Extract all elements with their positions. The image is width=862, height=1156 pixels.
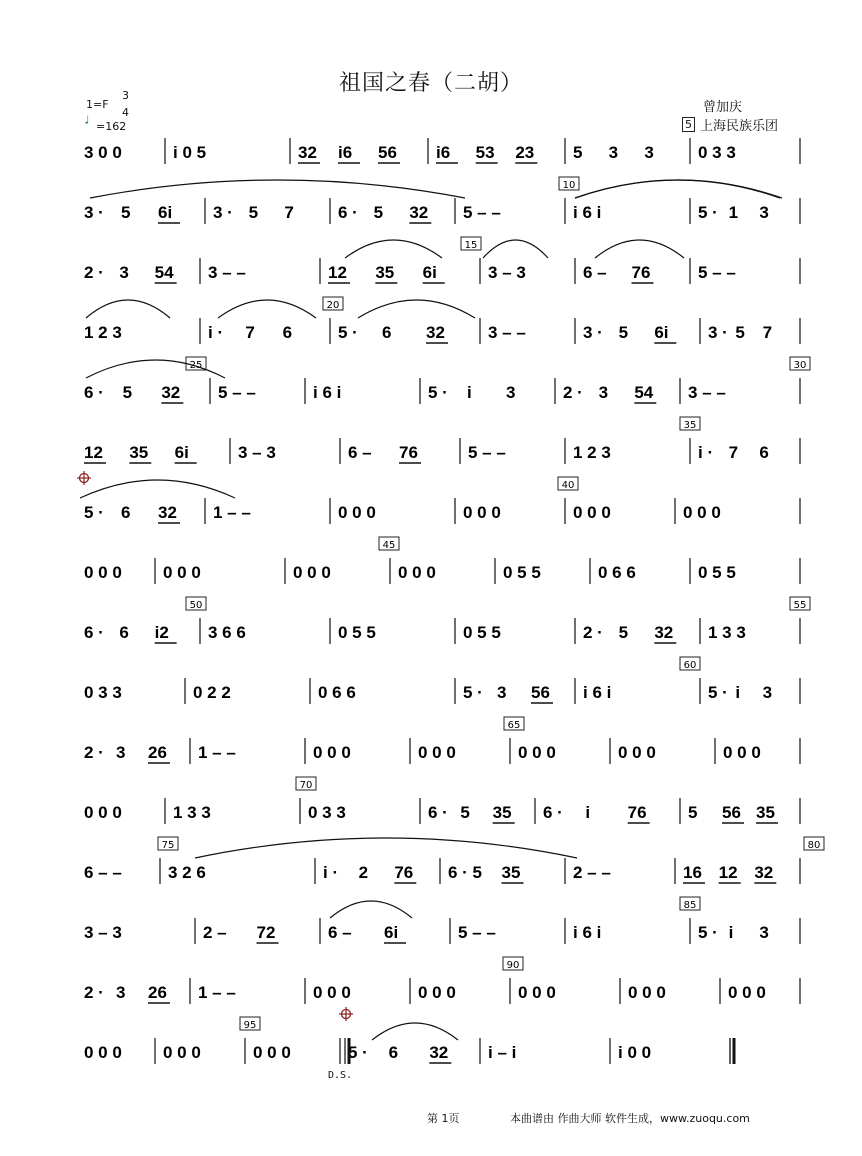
note-group: 12 bbox=[84, 443, 103, 462]
note-group: 32 bbox=[429, 1043, 449, 1062]
note-group: 6 bbox=[388, 1043, 399, 1062]
note-group: 1 – – bbox=[198, 743, 236, 762]
note-group: 0 0 0 bbox=[253, 1043, 291, 1062]
note-group: 0 0 0 bbox=[163, 1043, 201, 1062]
note-group: 5 · bbox=[348, 1043, 368, 1062]
note-group: 1 2 3 bbox=[573, 443, 611, 462]
note-group: 2 bbox=[358, 863, 369, 882]
note-group: 3 bbox=[759, 923, 769, 942]
note-group: i bbox=[585, 803, 591, 822]
note-group: i6 bbox=[338, 143, 353, 162]
note-group: i2 bbox=[154, 623, 169, 642]
note-group: 2 · bbox=[84, 983, 104, 1002]
quarter-note-icon: ♩ bbox=[84, 111, 99, 128]
note-group: 3 bbox=[506, 383, 516, 402]
note-group: 5 – – bbox=[463, 203, 501, 222]
note-group: 3 6 6 bbox=[208, 623, 246, 642]
note-group: 2 · bbox=[583, 623, 603, 642]
note-group: 56 bbox=[531, 683, 550, 702]
note-group: 32 bbox=[298, 143, 317, 162]
note-group: 12 bbox=[328, 263, 347, 282]
note-group: 76 bbox=[399, 443, 418, 462]
measure-number: 50 bbox=[189, 600, 203, 611]
note-group: 3 bbox=[644, 143, 654, 162]
note-group: 0 0 0 bbox=[313, 983, 351, 1002]
note-group: 6 · bbox=[84, 383, 104, 402]
note-group: i 0 5 bbox=[173, 143, 207, 162]
note-group: 54 bbox=[154, 263, 174, 282]
note-group: 6i bbox=[174, 443, 189, 462]
note-group: 0 0 0 bbox=[338, 503, 376, 522]
note-group: 6 · bbox=[338, 203, 358, 222]
note-group: 56 bbox=[722, 803, 741, 822]
note-group: 3 · bbox=[583, 323, 603, 342]
note-group: 5 bbox=[573, 143, 583, 162]
slur bbox=[483, 240, 548, 258]
slur bbox=[345, 240, 442, 258]
measure-number: 80 bbox=[807, 840, 821, 851]
measure-number: 55 bbox=[793, 600, 807, 611]
note-group: 3 bbox=[497, 683, 507, 702]
note-group: 0 6 6 bbox=[318, 683, 356, 702]
note-group: i bbox=[467, 383, 472, 402]
note-group: 7 bbox=[245, 323, 255, 342]
slur bbox=[595, 240, 684, 258]
note-group: 6 · bbox=[84, 623, 104, 642]
note-group: 5 – – bbox=[698, 263, 736, 282]
composer: 曾加庆 bbox=[703, 100, 743, 115]
note-group: 3 bbox=[119, 263, 129, 282]
slur bbox=[80, 480, 235, 498]
note-group: 0 3 3 bbox=[308, 803, 346, 822]
note-group: 35 bbox=[756, 803, 775, 822]
note-group: 3 bbox=[759, 203, 769, 222]
note-group: 5 bbox=[618, 623, 629, 642]
note-group: 5 bbox=[248, 203, 259, 222]
note-group: 5 – – bbox=[468, 443, 506, 462]
note-group: 0 0 0 bbox=[84, 563, 122, 582]
note-group: 7 bbox=[728, 443, 739, 462]
note-group: 5 · bbox=[698, 203, 718, 222]
note-group: 6 · 5 bbox=[448, 863, 483, 882]
note-group: 6i bbox=[384, 923, 399, 942]
note-group: 0 0 0 bbox=[84, 1043, 122, 1062]
note-group: 3 bbox=[116, 983, 126, 1002]
note-group: 5 · bbox=[338, 323, 358, 342]
note-group: 0 0 0 bbox=[628, 983, 666, 1002]
page-title: 祖国之春（二胡） bbox=[338, 71, 523, 96]
note-group: 0 0 0 bbox=[573, 503, 611, 522]
note-group: 32 bbox=[426, 323, 445, 342]
note-group: 5 – – bbox=[218, 383, 256, 402]
note-group: 0 5 5 bbox=[463, 623, 501, 642]
note-group: 3 2 6 bbox=[168, 863, 206, 882]
note-group: 32 bbox=[754, 863, 774, 882]
measure-number: 20 bbox=[326, 300, 340, 311]
note-group: 6 bbox=[282, 323, 293, 342]
slur bbox=[218, 300, 316, 318]
note-group: 0 5 5 bbox=[698, 563, 736, 582]
note-group: 0 0 0 bbox=[418, 743, 456, 762]
note-group: 5 bbox=[121, 203, 131, 222]
performer-number-box: 5 bbox=[682, 117, 695, 132]
note-group: 5 – – bbox=[458, 923, 496, 942]
note-group: i bbox=[728, 923, 734, 942]
note-group: 5 bbox=[460, 803, 470, 822]
note-group: 6i bbox=[158, 203, 173, 222]
note-group: 6 – bbox=[328, 923, 352, 942]
slur bbox=[372, 1023, 458, 1040]
note-group: 2 – bbox=[203, 923, 227, 942]
note-group: 0 0 0 bbox=[618, 743, 656, 762]
note-group: 35 bbox=[501, 863, 521, 882]
note-group: 5 bbox=[122, 383, 133, 402]
note-group: 5 · bbox=[698, 923, 718, 942]
note-group: 76 bbox=[631, 263, 651, 282]
note-group: i 6 i bbox=[573, 923, 602, 942]
note-group: 3 bbox=[598, 383, 609, 402]
note-group: 3 – – bbox=[688, 383, 726, 402]
note-group: i 0 0 bbox=[618, 1043, 652, 1062]
note-group: 3 · bbox=[708, 323, 728, 342]
note-group: 7 bbox=[284, 203, 294, 222]
note-group: 3 · bbox=[84, 203, 104, 222]
note-group: 1 2 3 bbox=[84, 323, 122, 342]
note-group: i 6 i bbox=[313, 383, 342, 402]
measure-number: 35 bbox=[683, 420, 697, 431]
note-group: 0 5 5 bbox=[338, 623, 376, 642]
note-group: 76 bbox=[394, 863, 414, 882]
note-group: 53 bbox=[475, 143, 495, 162]
note-group: 3 · bbox=[213, 203, 233, 222]
note-group: 6 – bbox=[348, 443, 372, 462]
note-group: 35 bbox=[375, 263, 395, 282]
note-group: 0 3 3 bbox=[698, 143, 736, 162]
note-group: 0 0 0 bbox=[728, 983, 766, 1002]
note-group: 3 – 3 bbox=[488, 263, 526, 282]
measure-number: 85 bbox=[683, 900, 697, 911]
measure-number: 30 bbox=[793, 360, 807, 371]
slur bbox=[575, 180, 780, 198]
note-group: 3 – – bbox=[208, 263, 246, 282]
note-group: 6i bbox=[654, 323, 669, 342]
note-group: 2 · bbox=[563, 383, 583, 402]
note-group: 1 – – bbox=[213, 503, 251, 522]
footer-credit: 本曲谱由 作曲大师 软件生成，www.zuoqu.com bbox=[510, 1112, 750, 1125]
note-group: 6 bbox=[121, 503, 131, 522]
time-signature-numerator: 3 bbox=[122, 89, 129, 102]
note-group: i · bbox=[698, 443, 714, 462]
note-group: 0 0 0 bbox=[163, 563, 201, 582]
note-group: 0 0 0 bbox=[313, 743, 351, 762]
note-group: 5 · bbox=[428, 383, 448, 402]
measure-number: 70 bbox=[299, 780, 313, 791]
tempo-mark: =162 bbox=[96, 120, 127, 133]
note-group: 2 · bbox=[84, 263, 104, 282]
measure-number: 60 bbox=[683, 660, 697, 671]
note-group: 3 bbox=[608, 143, 619, 162]
note-group: 0 2 2 bbox=[193, 683, 231, 702]
note-group: 1 – – bbox=[198, 983, 236, 1002]
note-group: 0 0 0 bbox=[398, 563, 436, 582]
measure-number: 75 bbox=[161, 840, 175, 851]
note-group: 16 bbox=[683, 863, 702, 882]
note-group: 6 bbox=[759, 443, 769, 462]
note-group: 0 6 6 bbox=[598, 563, 636, 582]
note-group: 0 0 0 bbox=[518, 983, 556, 1002]
note-group: 5 · bbox=[708, 683, 728, 702]
note-group: i · bbox=[208, 323, 224, 342]
note-group: 56 bbox=[378, 143, 397, 162]
slur bbox=[358, 300, 475, 318]
note-group: 6 · bbox=[428, 803, 448, 822]
note-group: 0 0 0 bbox=[518, 743, 556, 762]
note-group: i 6 i bbox=[573, 203, 602, 222]
performer: 上海民族乐团 bbox=[700, 119, 779, 134]
note-group: 0 0 0 bbox=[683, 503, 721, 522]
note-group: 2 · bbox=[84, 743, 104, 762]
note-group: 5 bbox=[373, 203, 384, 222]
note-group: 3 0 0 bbox=[84, 143, 122, 162]
note-group: 0 3 3 bbox=[84, 683, 122, 702]
slur bbox=[195, 838, 577, 858]
time-signature-denominator: 4 bbox=[122, 106, 129, 119]
note-group: 35 bbox=[492, 803, 512, 822]
note-group: 1 bbox=[728, 203, 739, 222]
key-signature: 1=F bbox=[86, 98, 109, 111]
note-group: 0 0 0 bbox=[293, 563, 331, 582]
note-group: 6 bbox=[382, 323, 392, 342]
measure-number: 65 bbox=[507, 720, 521, 731]
note-group: 5 bbox=[618, 323, 629, 342]
slur bbox=[90, 180, 465, 198]
measure-number: 10 bbox=[562, 180, 576, 191]
note-group: i6 bbox=[436, 143, 451, 162]
note-group: 26 bbox=[148, 743, 167, 762]
note-group: 3 bbox=[116, 743, 126, 762]
note-group: 5 · bbox=[84, 503, 104, 522]
measure-number: 40 bbox=[561, 480, 575, 491]
note-group: 6 bbox=[119, 623, 129, 642]
note-group: 23 bbox=[515, 143, 535, 162]
note-group: 32 bbox=[654, 623, 674, 642]
ds-mark: D.S. bbox=[328, 1070, 353, 1081]
slur bbox=[86, 300, 170, 318]
note-group: 6 · bbox=[543, 803, 563, 822]
note-group: 6 – – bbox=[84, 863, 122, 882]
note-group: 32 bbox=[161, 383, 181, 402]
note-group: 5 bbox=[688, 803, 698, 822]
note-group: 0 0 0 bbox=[418, 983, 456, 1002]
note-group: 32 bbox=[158, 503, 177, 522]
note-group: 3 – 3 bbox=[238, 443, 276, 462]
note-group: 12 bbox=[718, 863, 738, 882]
note-group: 6i bbox=[422, 263, 437, 282]
note-group: 7 bbox=[762, 323, 773, 342]
note-group: 1 3 3 bbox=[173, 803, 211, 822]
note-group: 0 0 0 bbox=[84, 803, 122, 822]
footer-page: 第 1页 bbox=[427, 1112, 460, 1125]
note-group: i – i bbox=[488, 1043, 517, 1062]
measure-number: 45 bbox=[382, 540, 396, 551]
note-group: 54 bbox=[634, 383, 654, 402]
measure-number: 95 bbox=[243, 1020, 257, 1031]
note-group: 32 bbox=[409, 203, 429, 222]
measure-number: 90 bbox=[506, 960, 520, 971]
note-group: 3 – – bbox=[488, 323, 526, 342]
slur bbox=[330, 901, 412, 918]
note-group: 76 bbox=[627, 803, 647, 822]
note-group: i · bbox=[323, 863, 339, 882]
measure-number: 15 bbox=[464, 240, 478, 251]
note-group: 2 – – bbox=[573, 863, 611, 882]
note-group: 26 bbox=[148, 983, 167, 1002]
note-group: 0 0 0 bbox=[723, 743, 761, 762]
note-group: 3 bbox=[762, 683, 773, 702]
note-group: 3 – 3 bbox=[84, 923, 122, 942]
note-group: i bbox=[735, 683, 741, 702]
note-group: 0 5 5 bbox=[503, 563, 541, 582]
note-group: 1 3 3 bbox=[708, 623, 746, 642]
note-group: 6 – bbox=[583, 263, 607, 282]
measure-number: 25 bbox=[189, 360, 203, 371]
note-group: 35 bbox=[129, 443, 149, 462]
note-group: 72 bbox=[256, 923, 276, 942]
note-group: 0 0 0 bbox=[463, 503, 501, 522]
note-group: 5 bbox=[735, 323, 745, 342]
note-group: i 6 i bbox=[583, 683, 612, 702]
note-group: 5 · bbox=[463, 683, 483, 702]
